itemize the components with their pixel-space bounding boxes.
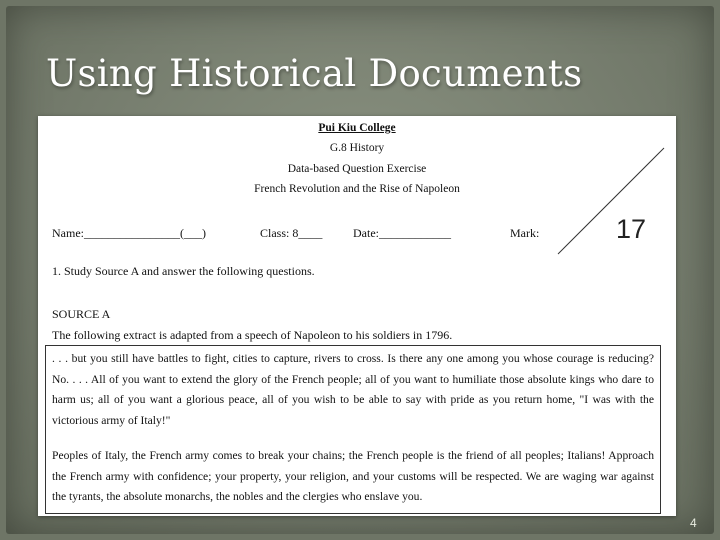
school-name: Pui Kiu College [318, 122, 396, 134]
source-label: SOURCE A [52, 307, 111, 321]
grade-subject: G.8 History [329, 142, 385, 154]
page-number: 4 [690, 516, 697, 530]
source-paragraph-2: Peoples of Italy, the French army comes to break your chains; the French people is the friend of all peoples; Italians! Approach the French army with confidence; your property, your religion, and your customs will be respected. We are waging war against the tyrants, the absolute monarchs, the nobles and the clergies who enslave you. [52, 448, 654, 504]
class-field: Class: 8____ [260, 226, 323, 240]
mark-field: Mark: [510, 226, 540, 240]
source-a-box [45, 345, 661, 514]
mark-diagonal-line [556, 146, 668, 256]
topic-title: French Revolution and the Rise of Napoleon [254, 183, 460, 195]
mark-value: 17 [616, 214, 647, 244]
slide-title: Using Historical Documents [46, 52, 583, 95]
source-intro: The following extract is adapted from a speech of Napoleon to his soldiers in 1796. [52, 328, 453, 342]
name-field: Name:________________(___) [52, 226, 206, 240]
exercise-title: Data-based Question Exercise [287, 163, 427, 175]
worksheet-image [38, 116, 676, 516]
question-instruction: 1. Study Source A and answer the following questions. [52, 264, 315, 278]
source-paragraph-1: . . . but you still have battles to fight, cities to capture, rivers to cross. Is there any one among you whose courage is reducing? No. . . . All of you want to extend the glory of the French people; all of you want to humiliate those absolute kings who dare to harm us; all of you want a glorious peace, all of you wish to be able to say with pride as you return home, "I was with the victorious army of Italy!" [52, 352, 654, 428]
date-field: Date:____________ [353, 226, 451, 240]
